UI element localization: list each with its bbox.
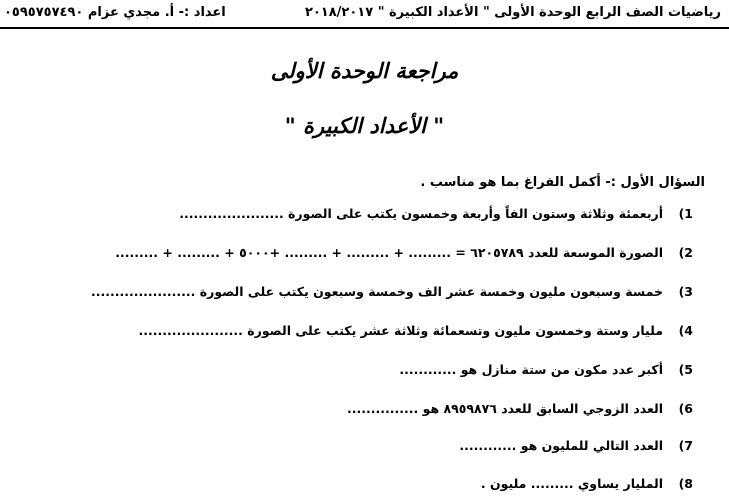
question-text: العدد الزوجي السابق للعدد ٨٩٥٩٨٧٦ هو ............... — [347, 401, 663, 416]
question-number: 6) — [678, 401, 693, 416]
question-one-instruction: السؤال الأول :- أكمل الفراغ بما هو مناسب . — [420, 175, 705, 190]
question-item — [399, 362, 693, 382]
question-item — [347, 401, 693, 421]
question-text: الصورة الموسعة للعدد ٦٢٠٥٧٨٩ = ......... + ......... + ......... +٥٠٠٠ + ......... + ......... — [115, 245, 663, 260]
worksheet-title: مراجعة الوحدة الأولى — [270, 58, 459, 83]
header-author: اعداد :- أ. مجدي عزام ٠٥٩٥٧٥٧٤٩٠ — [4, 5, 226, 20]
question-item — [481, 476, 693, 496]
worksheet-subtitle: " الأعداد الكبيرة " — [284, 113, 445, 138]
question-number: 7) — [678, 438, 693, 453]
question-item — [91, 284, 693, 304]
question-text: أكبر عدد مكون من ستة منازل هو ............ — [399, 362, 663, 377]
question-text: مليار وستة وخمسون مليون وتسعمائة وثلاثة عشر يكتب على الصورة ...................... — [138, 323, 663, 338]
question-text: أربعمئة وثلاثة وستون الفاً وأربعة وخمسون يكتب على الصورة ...................... — [179, 206, 663, 221]
question-number: 1) — [678, 206, 693, 221]
question-number: 4) — [678, 323, 693, 338]
page-header — [0, 0, 729, 29]
question-text: العدد التالي للمليون هو ............ — [459, 438, 663, 453]
question-text: خمسة وسبعون مليون وخمسة عشر الف وخمسة وسبعون يكتب على الصورة ...................... — [90, 284, 663, 299]
question-number: 8) — [678, 476, 693, 491]
question-number: 5) — [678, 362, 693, 377]
question-text: المليار يساوي ......... مليون . — [480, 476, 663, 491]
question-number: 3) — [678, 284, 693, 299]
question-item — [138, 323, 693, 343]
question-item — [115, 245, 693, 265]
header-subject: رياضيات الصف الرابع الوحدة الأولى " الأعداد الكبيرة " ٢٠١٨/٢٠١٧ — [304, 5, 721, 20]
question-item — [179, 206, 693, 226]
question-number: 2) — [678, 245, 693, 260]
question-item — [459, 438, 693, 458]
